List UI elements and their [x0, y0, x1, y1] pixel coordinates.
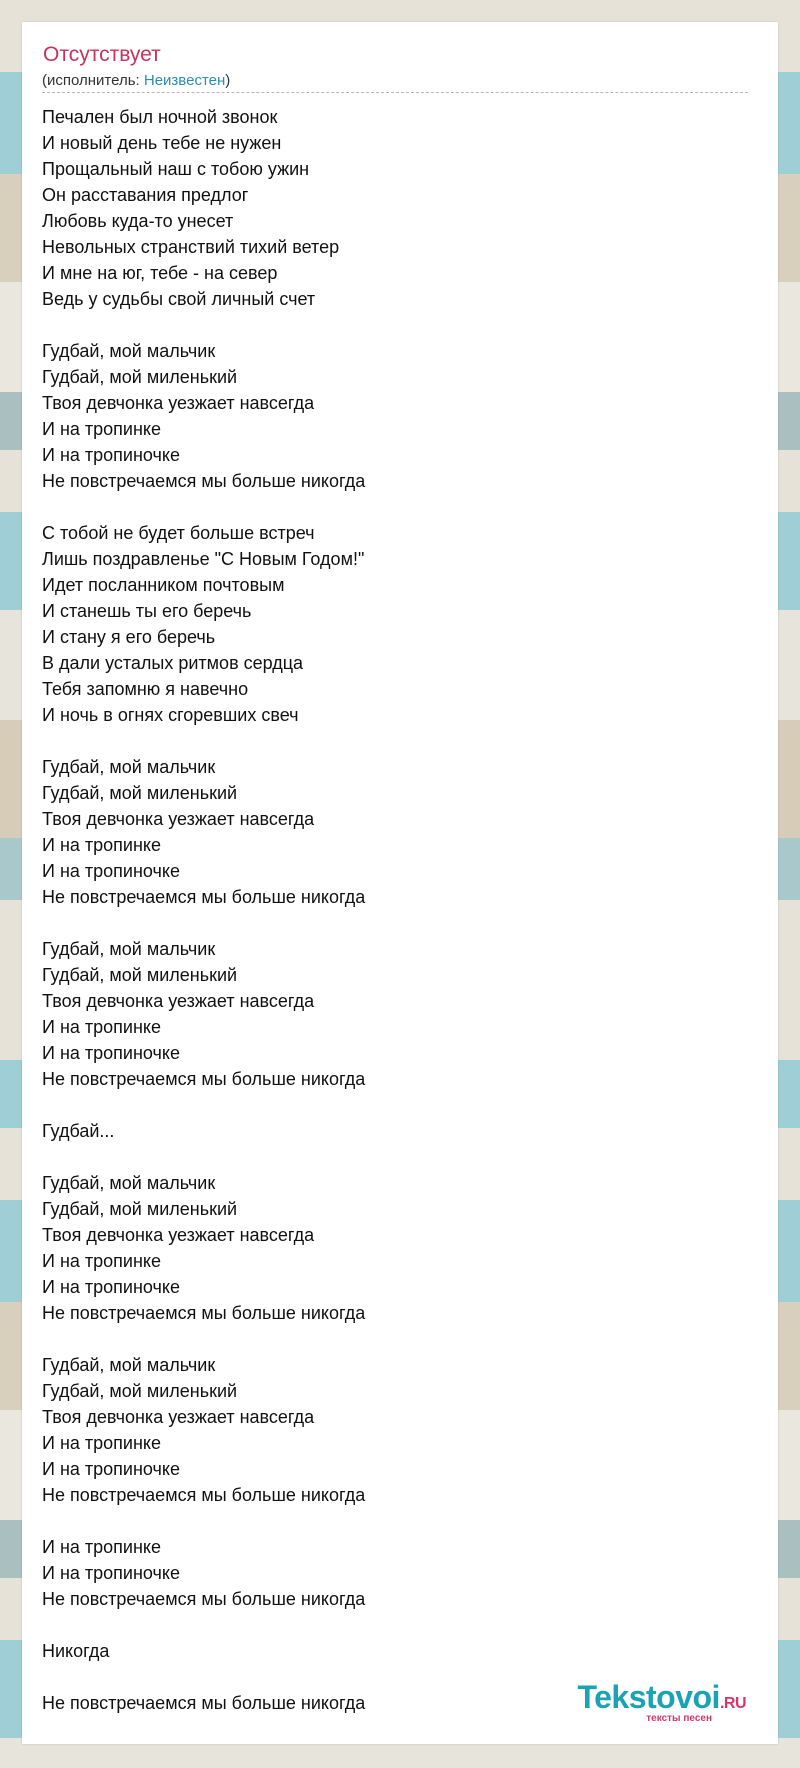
lyrics-blank-line: [42, 312, 742, 338]
lyrics-line: И новый день тебе не нужен: [42, 133, 282, 153]
lyrics-line: Тебя запомню я навечно: [42, 679, 249, 699]
lyrics-line: И стану я его беречь: [42, 627, 216, 647]
lyrics-line: Твоя девчонка уезжает навсегда: [42, 809, 315, 829]
lyrics-line: Не повстречаемся мы больше никогда: [42, 1589, 366, 1609]
lyrics-line: С тобой не будет больше встреч: [42, 523, 315, 543]
lyrics-blank-line: [42, 910, 742, 936]
lyrics-blank-line: [42, 1144, 742, 1170]
lyrics-line: Не повстречаемся мы больше никогда: [42, 1693, 366, 1713]
lyrics-line: И на тропинке: [42, 1017, 161, 1037]
lyrics-line: Гудбай, мой мальчик: [42, 1355, 216, 1375]
lyrics-line: И на тропинке: [42, 835, 161, 855]
lyrics-line: И на тропинке: [42, 1251, 161, 1271]
lyrics-line: Не повстречаемся мы больше никогда: [42, 1303, 366, 1323]
lyrics-blank-line: [42, 1092, 742, 1118]
lyrics-line: Любовь куда-то унесет: [42, 211, 234, 231]
lyrics-line: Гудбай, мой миленький: [42, 965, 238, 985]
site-logo[interactable]: [577, 1681, 746, 1724]
lyrics-blank-line: [42, 1612, 742, 1638]
lyrics-line: И на тропиночке: [42, 445, 180, 465]
lyrics-line: И на тропиночке: [42, 861, 180, 881]
lyrics-line: Твоя девчонка уезжает навсегда: [42, 1407, 315, 1427]
lyrics-line: Не повстречаемся мы больше никогда: [42, 1069, 366, 1089]
lyrics-line: Печален был ночной звонок: [42, 107, 278, 127]
lyrics-line: В дали усталых ритмов сердца: [42, 653, 304, 673]
lyrics-line: Гудбай, мой миленький: [42, 783, 238, 803]
lyrics-line: Он расставания предлог: [42, 185, 249, 205]
lyrics-line: Гудбай, мой миленький: [42, 1199, 238, 1219]
lyrics-line: Гудбай...: [42, 1121, 115, 1141]
lyrics-line: И на тропиночке: [42, 1563, 180, 1583]
lyrics-line: Гудбай, мой миленький: [42, 367, 238, 387]
logo-suffix: .RU: [719, 1695, 746, 1712]
lyrics-line: Никогда: [42, 1641, 110, 1661]
lyrics-line: Не повстречаемся мы больше никогда: [42, 1485, 366, 1505]
lyrics-blank-line: [42, 494, 742, 520]
lyrics-line: Невольных странствий тихий ветер: [42, 237, 340, 257]
logo-main-text: Tekstovoi: [577, 1679, 720, 1715]
lyrics-sheet: [22, 22, 778, 1744]
lyrics-line: И на тропиночке: [42, 1043, 180, 1063]
logo-wordmark: [577, 1681, 746, 1713]
lyrics-blank-line: [42, 728, 742, 754]
lyrics-blank-line: [42, 1508, 742, 1534]
logo-tagline: тексты песен: [646, 1713, 712, 1724]
lyrics-line: И ночь в огнях сгоревших свеч: [42, 705, 299, 725]
lyrics-line: Не повстречаемся мы больше никогда: [42, 887, 366, 907]
lyrics-line: И на тропинке: [42, 1433, 161, 1453]
lyrics-line: И на тропиночке: [42, 1459, 180, 1479]
lyrics-line: Гудбай, мой мальчик: [42, 1173, 216, 1193]
artist-suffix: ): [225, 72, 231, 89]
artist-prefix: (исполнитель:: [42, 72, 144, 89]
lyrics-line: Не повстречаемся мы больше никогда: [42, 471, 366, 491]
song-title: Отсутствует: [43, 43, 161, 66]
lyrics-text: [42, 104, 742, 1716]
lyrics-line: Твоя девчонка уезжает навсегда: [42, 393, 315, 413]
lyrics-line: Лишь поздравленье "С Новым Годом!": [42, 549, 365, 569]
lyrics-line: И на тропиночке: [42, 1277, 180, 1297]
lyrics-line: Твоя девчонка уезжает навсегда: [42, 1225, 315, 1245]
lyrics-line: И на тропинке: [42, 419, 161, 439]
lyrics-line: Идет посланником почтовым: [42, 575, 285, 595]
lyrics-blank-line: [42, 1326, 742, 1352]
lyrics-line: Гудбай, мой мальчик: [42, 757, 216, 777]
lyrics-line: И на тропинке: [42, 1537, 161, 1557]
lyrics-line: И станешь ты его беречь: [42, 601, 252, 621]
lyrics-line: Ведь у судьбы свой личный счет: [42, 289, 316, 309]
artist-line: [42, 72, 230, 90]
header-divider: [42, 92, 748, 93]
lyrics-line: Гудбай, мой миленький: [42, 1381, 238, 1401]
lyrics-line: Гудбай, мой мальчик: [42, 341, 216, 361]
lyrics-line: Твоя девчонка уезжает навсегда: [42, 991, 315, 1011]
artist-link[interactable]: Неизвестен: [143, 72, 226, 89]
lyrics-line: Прощальный наш с тобою ужин: [42, 159, 310, 179]
lyrics-line: Гудбай, мой мальчик: [42, 939, 216, 959]
lyrics-line: И мне на юг, тебе - на север: [42, 263, 278, 283]
